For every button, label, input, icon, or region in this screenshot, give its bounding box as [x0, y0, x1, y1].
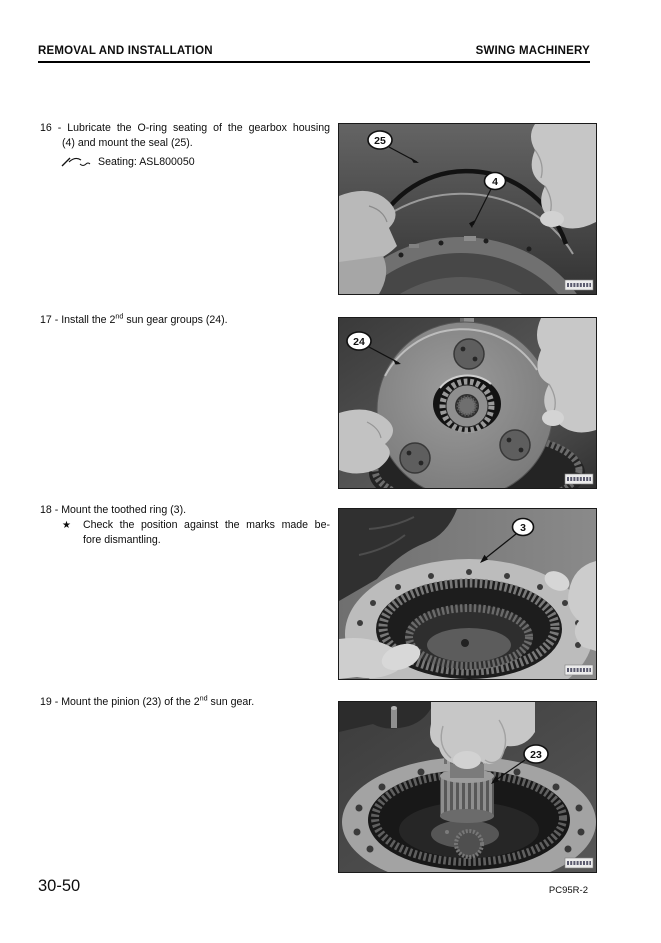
step-19-text: 19 - Mount the pinion (23) of the 2 — [40, 696, 200, 708]
step-18-note — [40, 518, 330, 533]
planet-carrier-graphic — [377, 322, 553, 488]
header-section-title: REMOVAL AND INSTALLATION — [38, 45, 213, 57]
step-17 — [40, 313, 330, 328]
photo-ref-tag — [565, 474, 593, 484]
step-17-text-end: sun gear groups (24). — [123, 314, 228, 326]
sealant-applicator-icon — [61, 155, 91, 169]
step-19-text-end: sun gear. — [207, 696, 255, 708]
step-19-superscript: nd — [199, 693, 208, 703]
step-16-spec-row — [40, 154, 330, 170]
step-16-line-2: (4) and mount the seal (25). — [62, 137, 193, 149]
photo-pinion-mounting — [338, 701, 597, 873]
header-chapter-title: SWING MACHINERY — [475, 45, 590, 57]
svg-text:4: 4 — [492, 176, 498, 188]
step-17-superscript: nd — [115, 311, 124, 321]
photo-ref-tag — [565, 280, 593, 290]
step-18-line-1: 18 - Mount the toothed ring (3). — [40, 504, 187, 516]
photo-oring-seal-mounting — [338, 123, 597, 295]
step-16-line-1: 16 - Lubricate the O-ring seating of the gearbox housing — [40, 122, 330, 134]
svg-text:25: 25 — [374, 135, 386, 147]
step-18 — [40, 503, 330, 548]
step-18-note-line-1: Check the position against the marks made be- — [83, 519, 330, 531]
photo-toothed-ring — [338, 508, 597, 680]
step-19 — [40, 695, 330, 710]
spec-value: Seating: ASL800050 — [98, 155, 195, 168]
step-17-text: 17 - Install the 2 — [40, 314, 116, 326]
header-rule — [38, 61, 590, 63]
svg-text:24: 24 — [353, 336, 365, 348]
model-code: PC95R-2 — [548, 885, 588, 896]
photo-ref-tag — [565, 665, 593, 675]
page-number: 30-50 — [38, 877, 81, 895]
step-16 — [40, 121, 330, 170]
star-icon: ★ — [62, 520, 71, 531]
photo-sun-gear-group — [338, 317, 597, 489]
svg-text:3: 3 — [520, 522, 526, 534]
photo-ref-tag — [565, 858, 593, 868]
step-18-note-line-2: fore dismantling. — [83, 534, 161, 546]
svg-text:23: 23 — [530, 749, 542, 761]
